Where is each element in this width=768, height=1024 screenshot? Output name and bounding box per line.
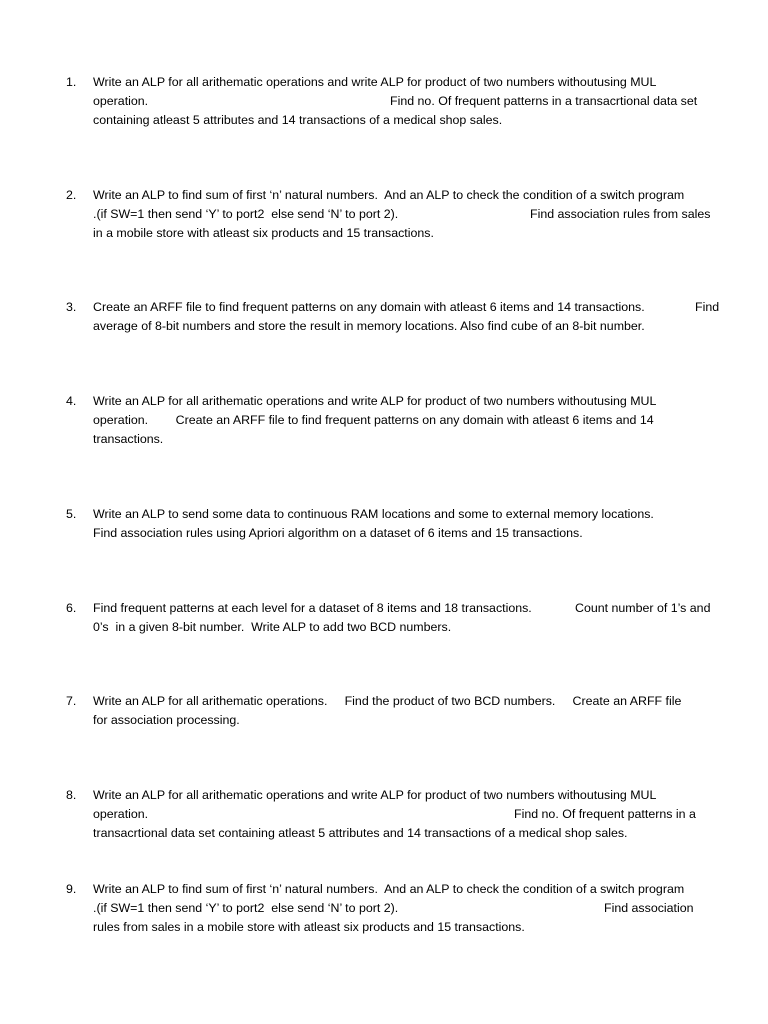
item-line-continuation: Find [695, 300, 720, 314]
item-line: rules from sales in a mobile store with atleast six products and 15 transactions. [93, 919, 525, 934]
item-number: 5. [66, 507, 77, 521]
item-line: Write an ALP to send some data to continuous RAM locations and some to external memory locations. [93, 507, 654, 521]
item-line-continuation: Find no. Of frequent patterns in a transacrtional data set [390, 93, 698, 108]
item-number: 3. [66, 300, 77, 314]
list-item [66, 599, 726, 637]
item-number: 8. [66, 788, 77, 802]
list-item [66, 73, 726, 129]
item-number: 4. [66, 394, 77, 408]
item-line: .(if SW=1 then send ‘Y’ to port2 else send ‘N’ to port 2). Find association [93, 899, 726, 918]
item-line: Write an ALP for all arithematic operations and write ALP for product of two numbers withoutusing MUL [93, 75, 657, 89]
item-line: .(if SW=1 then send ‘Y’ to port2 else send ‘N’ to port 2). Find association rules from sales [93, 205, 726, 224]
item-line: operation. Find no. Of frequent patterns in a [93, 805, 726, 824]
item-line: Write an ALP for all arithematic operations and write ALP for product of two numbers withoutusing MUL [93, 394, 657, 408]
item-line-continuation: Find association [604, 900, 694, 915]
item-line: Create an ARFF file to find frequent patterns on any domain with atleast 6 items and 14 transactions. Find [93, 298, 726, 317]
item-line: Find association rules using Apriori algorithm on a dataset of 6 items and 15 transactions. [93, 525, 583, 540]
item-line: Write an ALP for all arithematic operations and write ALP for product of two numbers withoutusing MUL [93, 788, 657, 802]
item-number: 7. [66, 694, 77, 708]
item-line: Write an ALP to find sum of first ‘n’ natural numbers. And an ALP to check the condition of a switch program [93, 188, 685, 202]
list-item [66, 186, 726, 242]
item-number: 2. [66, 188, 77, 202]
item-line-continuation: Find association rules from sales [530, 206, 711, 221]
list-item [66, 692, 726, 730]
item-number: 9. [66, 882, 77, 896]
item-line: containing atleast 5 attributes and 14 transactions of a medical shop sales. [93, 112, 503, 127]
list-item [66, 392, 726, 448]
item-line: for association processing. [93, 712, 240, 727]
item-line: Write an ALP for all arithematic operations. Find the product of two BCD numbers. Create an ARFF file [93, 694, 682, 708]
list-item [66, 298, 726, 336]
item-line: transactions. [93, 431, 164, 446]
item-line: transacrtional data set containing atleast 5 attributes and 14 transactions of a medical shop sales. [93, 825, 628, 840]
item-line-continuation: Find no. Of frequent patterns in a [514, 806, 696, 821]
item-line: in a mobile store with atleast six products and 15 transactions. [93, 225, 434, 240]
list-item [66, 786, 726, 842]
item-line: operation. Find no. Of frequent patterns in a transacrtional data set [93, 92, 726, 111]
item-line-continuation: Count number of 1’s and [575, 601, 711, 615]
list-item [66, 880, 726, 936]
item-number: 6. [66, 601, 77, 615]
item-line: 0’s in a given 8-bit number. Write ALP to add two BCD numbers. [93, 619, 452, 634]
item-line: Find frequent patterns at each level for a dataset of 8 items and 18 transactions. Count number of 1’s and [93, 599, 726, 618]
item-line: average of 8-bit numbers and store the result in memory locations. Also find cube of an 8-bit number. [93, 318, 645, 333]
item-line: Write an ALP to find sum of first ‘n’ natural numbers. And an ALP to check the condition of a switch program [93, 882, 685, 896]
item-number: 1. [66, 75, 77, 89]
list-item [66, 505, 726, 543]
item-line: operation. Create an ARFF file to find frequent patterns on any domain with atleast 6 items and 14 [93, 412, 654, 427]
